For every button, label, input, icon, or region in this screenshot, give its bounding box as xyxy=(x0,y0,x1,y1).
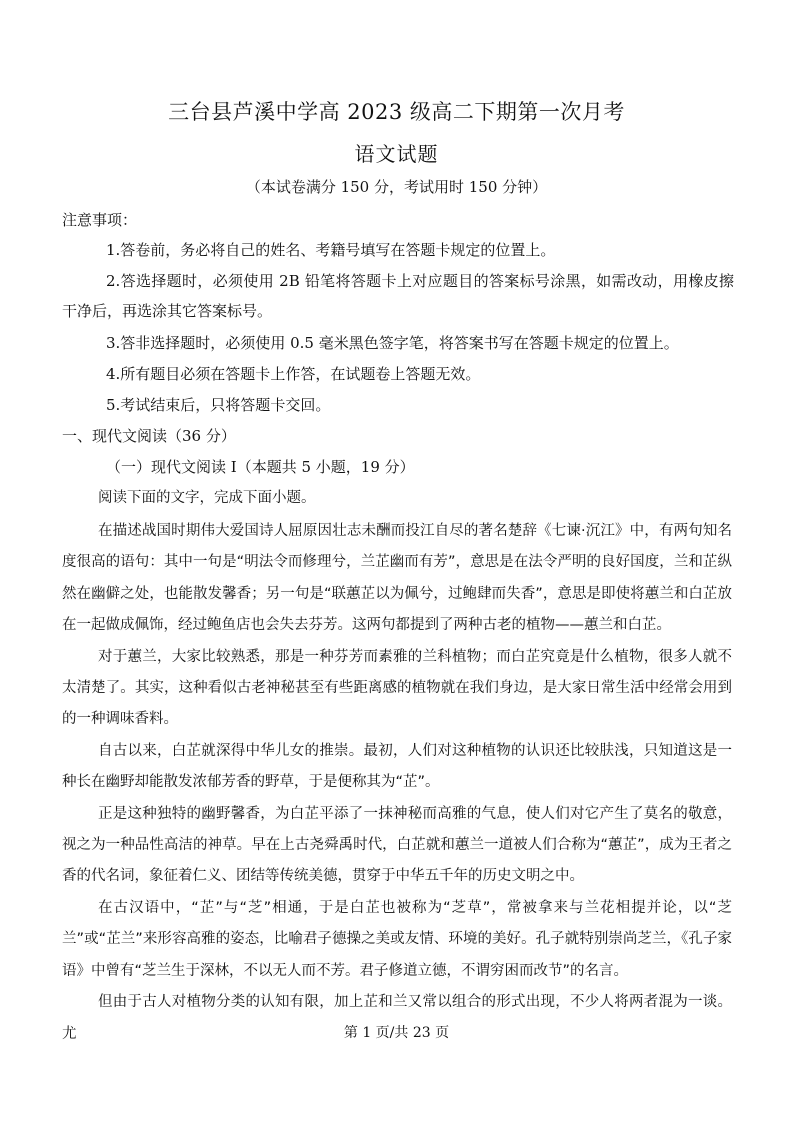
page-number: 第 1 页/共 23 页 xyxy=(343,1025,450,1041)
notes-heading: 注意事项： xyxy=(62,211,138,229)
section-title: 一、现代文阅读（36 分） xyxy=(62,427,236,445)
subject-title: 语文试题 xyxy=(354,142,439,166)
reading-passage xyxy=(62,516,732,1050)
reading-instruction: 阅读下面的文字，完成下面小题。 xyxy=(98,490,316,506)
passage-paragraph: 在古汉语中，“芷”与“芝”相通，于是白芷也被称为“芝草”，常被拿来与兰花相提并论，以“芝兰”或“芷兰”来形容高雅的姿态，比喻君子德操之美或友情、环境的美好。孔子就特别崇尚芝兰，《孔子家语》中曾有“芝兰生于深林，不以无人而不芳。君子修道立德，不谓穷困而改节”的名言。 xyxy=(62,899,732,979)
passage-paragraph: 对于蕙兰，大家比较熟悉，那是一种芬芳而素雅的兰科植物；而白芷究竟是什么植物，很多人就不太清楚了。其实，这种看似古老神秘甚至有些距离感的植物就在我们身边，是大家日常生活中经常会用到的一种调味香料。 xyxy=(62,648,732,728)
note-item-2: 2.答选择题时，必须使用 2B 铅笔将答题卡上对应题目的答案标号涂黑，如需改动，用橡皮擦干净后，再选涂其它答案标号。 xyxy=(62,272,734,320)
exam-info: （本试卷满分 150 分，考试用时 150 分钟） xyxy=(245,178,548,196)
passage-paragraph: 自古以来，白芷就深得中华儿女的推崇。最初，人们对这种植物的认识还比较肤浅，只知道这是一种长在幽野却能散发浓郁芳香的野草，于是便称其为“芷”。 xyxy=(62,742,732,791)
note-item-3: 3.答非选择题时，必须使用 0.5 毫米黑色签字笔，将答案书写在答题卡规定的位置上。 xyxy=(106,334,679,352)
note-item-5: 5.考试结束后，只将答题卡交回。 xyxy=(106,396,331,414)
note-item-1: 1.答卷前，务必将自己的姓名、考籍号填写在答题卡规定的位置上。 xyxy=(106,241,556,259)
note-item-4: 4.所有题目必须在答题卡上作答，在试题卷上答题无效。 xyxy=(106,365,481,383)
passage-paragraph: 但由于古人对植物分类的认知有限，加上芷和兰又常以组合的形式出现，不少人将两者混为一谈。尤 xyxy=(62,994,732,1042)
passage-paragraph: 在描述战国时期伟大爱国诗人屈原因壮志未酬而投江自尽的著名楚辞《七谏·沉江》中，有两句知名度很高的语句：其中一句是“明法令而修理兮，兰芷幽而有芳”，意思是在法令严明的良好国度，兰和芷纵然在幽僻之处，也能散发馨香；另一句是“联蕙芷以为佩兮，过鲍肆而失香”，意思是即使将蕙兰和白芷放在一起做成佩饰，经过鲍鱼店也会失去芬芳。这两句都提到了两种古老的植物——蕙兰和白芷。 xyxy=(62,523,732,634)
section-subtitle: （一）现代文阅读 I（本题共 5 小题，19 分） xyxy=(106,458,415,476)
passage-paragraph: 正是这种独特的幽野馨香，为白芷平添了一抹神秘而高雅的气息，使人们对它产生了莫名的敬意，视之为一种品性高洁的神草。早在上古尧舜禹时代，白芷就和蕙兰一道被人们合称为“蕙芷”，成为王者之香的代名词，象征着仁义、团结等传统美德，贯穿于中华五千年的历史文明之中。 xyxy=(62,805,732,885)
exam-title: 三台县芦溪中学高 2023 级高二下期第一次月考 xyxy=(168,100,625,124)
